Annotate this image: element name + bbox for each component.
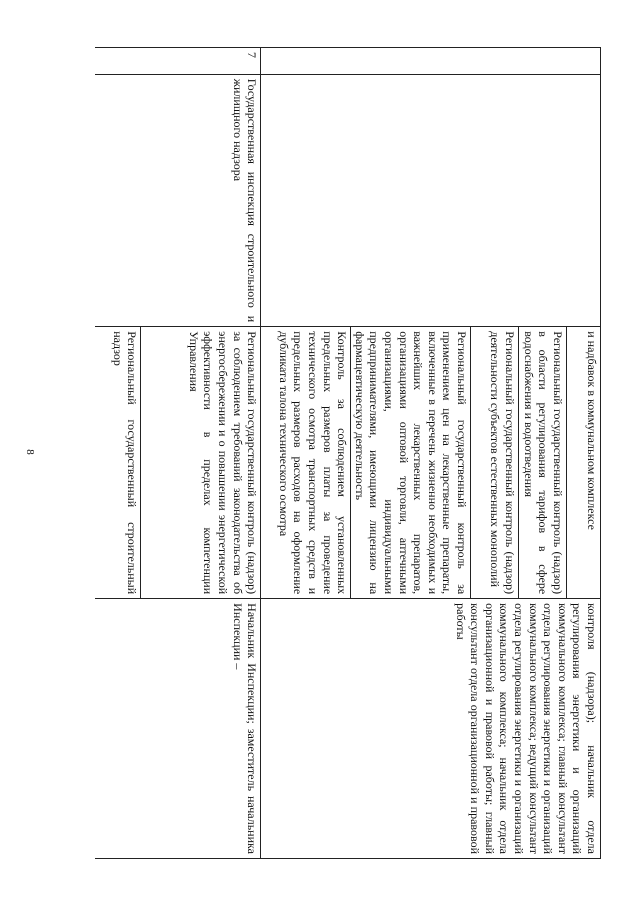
table-row bbox=[141, 48, 261, 859]
body-name bbox=[261, 74, 601, 327]
rotated-table-sheet bbox=[95, 47, 601, 859]
function-cell: Контроль за соблюдением установленных предельных размеров платы за проведение технического осмотра транспортных средств и предельных размеров расходов на оформление дубликата талона технического осмотра bbox=[261, 327, 351, 599]
responsible-cell: контроля (надзора); начальник отдела регулирования энергетики и организаций коммунального комплекса; главный консультант отдела регулирования энергетики и организаций коммунального комплекса; ведущий консультант отдела регулирования энергетики и организаций коммунального комплекса; начальник отдела организационной и правовой работы; главный консультант отдела организационной и правовой работы bbox=[261, 599, 601, 859]
function-cell: Региональный государственный контроль за применением цен на лекарственные препараты, включенные в перечень жизненно необходимых и важнейших лекарственных препаратов, организациями оптовой торговли, аптечными организациями, индивидуальными предпринимателями, имеющими лицензию на фармацевтическую деятельность bbox=[351, 327, 471, 599]
table-row bbox=[567, 48, 601, 859]
function-cell: Региональный государственный контроль (надзор) в области регулирования тарифов в сфере водоснабжения и водоотведения bbox=[519, 327, 567, 599]
page-number: 8 bbox=[23, 449, 36, 455]
function-cell: Региональный государственный контроль (надзор) деятельности субъектов естественных монополий bbox=[471, 327, 519, 599]
function-cell: Региональный государственный контроль (надзор) за соблюдением требований законодательства об энергосбережении и о повышении энергетической эффективности в пределах компетенции Управления bbox=[141, 327, 261, 599]
body-name: Государственная инспекция строительного и жилищного надзора bbox=[95, 74, 261, 327]
function-cell: Региональный государственный строительный надзор bbox=[95, 327, 141, 599]
authority-table bbox=[95, 47, 601, 859]
function-cell: и надбавок в коммунальном комплексе bbox=[567, 327, 601, 599]
row-number bbox=[261, 48, 601, 75]
responsible-cell: Начальник Инспекции; заместитель начальника Инспекции – bbox=[95, 599, 261, 859]
row-number: 7 bbox=[95, 48, 261, 75]
